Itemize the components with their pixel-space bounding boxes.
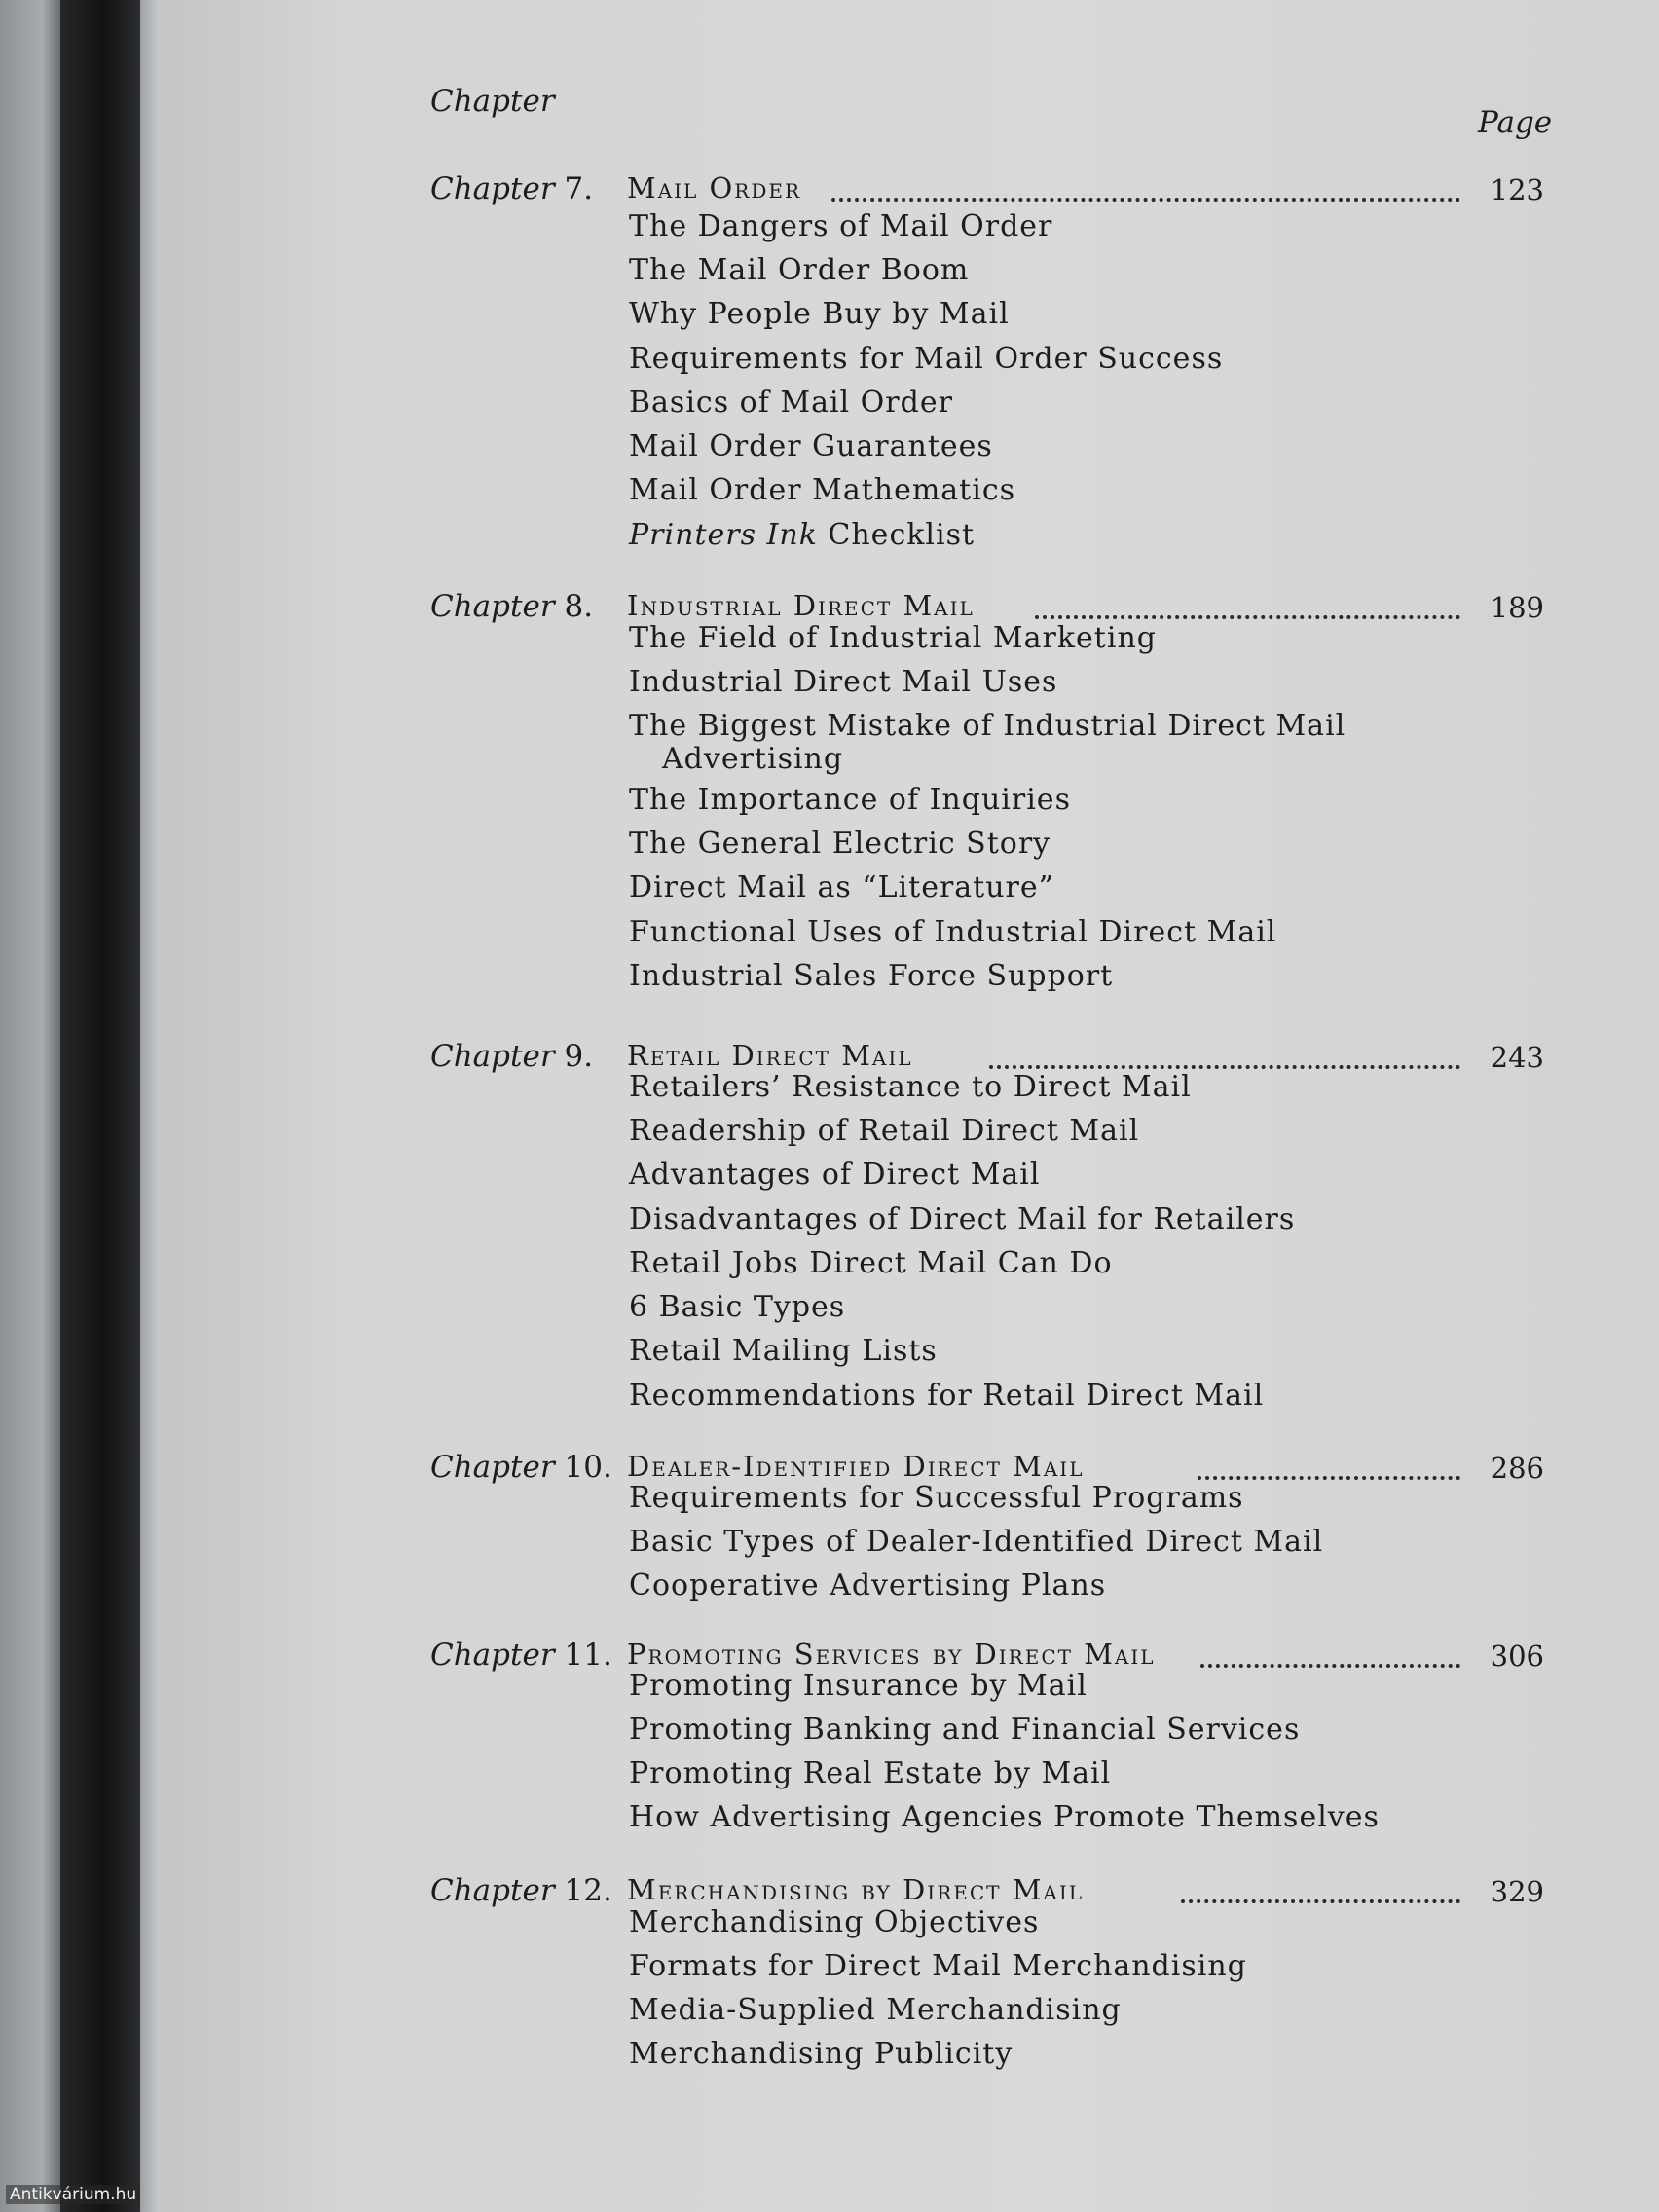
section-text: Why People Buy by Mail bbox=[629, 297, 1010, 331]
section-text: Requirements for Mail Order Success bbox=[629, 342, 1224, 376]
section-text: Advantages of Direct Mail bbox=[629, 1158, 1041, 1192]
section-item bbox=[629, 1482, 1244, 1515]
chapter-page-number: 329 bbox=[1490, 1875, 1544, 1908]
chapter-label bbox=[430, 589, 593, 624]
section-text: Basic Types of Dealer-Identified Direct Mail bbox=[629, 1525, 1324, 1559]
section-text: Recommendations for Retail Direct Mail bbox=[629, 1379, 1265, 1413]
chapter-label bbox=[430, 1873, 612, 1908]
section-item bbox=[629, 1670, 1088, 1703]
section-text: Industrial Direct Mail Uses bbox=[629, 665, 1058, 699]
section-text: Readership of Retail Direct Mail bbox=[629, 1114, 1140, 1148]
section-item bbox=[629, 1115, 1139, 1148]
chapter-title: Retail Direct Mail bbox=[627, 1039, 913, 1072]
section-item bbox=[629, 1801, 1380, 1834]
book-spine bbox=[60, 0, 140, 2212]
chapter-number: 10. bbox=[564, 1450, 612, 1485]
dot-leader bbox=[831, 198, 1460, 202]
section-text-continued: Advertising bbox=[662, 742, 844, 776]
chapter-number: 8. bbox=[564, 589, 594, 624]
section-item bbox=[629, 622, 1157, 655]
chapter-page-number: 306 bbox=[1490, 1640, 1544, 1673]
section-italic-text: Printers Ink bbox=[629, 518, 818, 552]
section-item bbox=[629, 666, 1057, 699]
section-text: Industrial Sales Force Support bbox=[629, 959, 1114, 993]
section-text: Merchandising Objectives bbox=[629, 1905, 1040, 1939]
section-text: Basics of Mail Order bbox=[629, 386, 953, 420]
section-item bbox=[629, 1757, 1111, 1790]
section-item bbox=[629, 828, 1051, 861]
section-item bbox=[629, 1291, 845, 1324]
section-text: Merchandising Publicity bbox=[629, 2037, 1014, 2071]
section-text: The Field of Industrial Marketing bbox=[629, 621, 1157, 655]
section-text: The General Electric Story bbox=[629, 827, 1051, 861]
section-item bbox=[629, 1950, 1247, 1983]
chapter-number: 7. bbox=[564, 171, 594, 206]
section-item bbox=[629, 474, 1015, 507]
background-surface bbox=[0, 0, 60, 2212]
section-text: Mail Order Guarantees bbox=[629, 429, 993, 463]
section-text: Retail Jobs Direct Mail Can Do bbox=[629, 1246, 1113, 1280]
dot-leader bbox=[1181, 1899, 1460, 1903]
section-text: Functional Uses of Industrial Direct Mail bbox=[629, 915, 1277, 949]
dot-leader bbox=[989, 1065, 1460, 1069]
chapter-word: Chapter bbox=[430, 171, 555, 206]
chapter-page-number: 243 bbox=[1490, 1041, 1544, 1074]
section-text: Media-Supplied Merchandising bbox=[629, 1993, 1122, 2027]
section-item bbox=[629, 1159, 1041, 1192]
section-text: Mail Order Mathematics bbox=[629, 473, 1016, 507]
chapter-number: 12. bbox=[564, 1873, 612, 1908]
section-text: 6 Basic Types bbox=[629, 1290, 846, 1324]
chapter-column-header: Chapter bbox=[430, 84, 555, 119]
page-column-header: Page bbox=[1478, 105, 1553, 140]
chapter-title: Promoting Services by Direct Mail bbox=[627, 1638, 1156, 1671]
chapter-title: Mail Order bbox=[627, 171, 802, 204]
section-item bbox=[629, 1247, 1113, 1280]
section-item bbox=[629, 1380, 1264, 1413]
section-text: The Biggest Mistake of Industrial Direct Mail bbox=[629, 709, 1346, 743]
section-item bbox=[629, 1335, 938, 1368]
section-item bbox=[629, 1714, 1300, 1747]
dot-leader bbox=[1198, 1476, 1460, 1480]
section-item bbox=[629, 1994, 1122, 2027]
chapter-title: Dealer-Identified Direct Mail bbox=[627, 1450, 1085, 1483]
section-text: Requirements for Successful Programs bbox=[629, 1481, 1244, 1515]
chapter-label bbox=[430, 1039, 593, 1074]
chapter-number: 9. bbox=[564, 1039, 594, 1074]
section-item bbox=[629, 387, 953, 420]
section-item bbox=[629, 1203, 1295, 1236]
chapter-word: Chapter bbox=[430, 589, 555, 624]
section-item bbox=[629, 430, 993, 463]
chapter-title: Merchandising by Direct Mail bbox=[627, 1873, 1085, 1906]
chapter-label bbox=[430, 171, 593, 206]
section-item bbox=[629, 343, 1223, 376]
chapter-word: Chapter bbox=[430, 1450, 555, 1485]
chapter-page-number: 286 bbox=[1490, 1452, 1544, 1485]
section-text: How Advertising Agencies Promote Themselves bbox=[629, 1800, 1380, 1834]
dot-leader bbox=[1035, 615, 1460, 619]
chapter-number: 11. bbox=[564, 1638, 612, 1673]
section-item bbox=[629, 1071, 1192, 1104]
page-edge bbox=[140, 0, 160, 2212]
section-text: Retail Mailing Lists bbox=[629, 1334, 938, 1368]
section-text: Formats for Direct Mail Merchandising bbox=[629, 1949, 1247, 1983]
section-item bbox=[629, 2038, 1013, 2071]
section-item bbox=[629, 1906, 1039, 1939]
watermark: Antikvárium.hu bbox=[6, 2185, 140, 2204]
section-item bbox=[629, 1569, 1106, 1603]
section-item bbox=[629, 519, 975, 552]
chapter-word: Chapter bbox=[430, 1873, 555, 1908]
section-text: Promoting Banking and Financial Services bbox=[629, 1713, 1301, 1747]
chapter-word: Chapter bbox=[430, 1638, 555, 1673]
chapter-page-number: 123 bbox=[1490, 173, 1544, 206]
section-item bbox=[629, 916, 1276, 949]
section-item bbox=[629, 710, 1346, 776]
section-text: The Dangers of Mail Order bbox=[629, 209, 1053, 243]
section-item bbox=[629, 871, 1054, 904]
section-text: Disadvantages of Direct Mail for Retailers bbox=[629, 1202, 1296, 1236]
section-item bbox=[629, 1526, 1323, 1559]
section-text: Direct Mail as “Literature” bbox=[629, 870, 1054, 904]
chapter-label bbox=[430, 1638, 612, 1673]
section-text: Promoting Real Estate by Mail bbox=[629, 1756, 1112, 1790]
chapter-title: Industrial Direct Mail bbox=[627, 589, 975, 622]
section-item bbox=[629, 210, 1052, 243]
chapter-label bbox=[430, 1450, 612, 1485]
section-text: Retailers’ Resistance to Direct Mail bbox=[629, 1070, 1192, 1104]
section-item bbox=[629, 960, 1113, 993]
section-item bbox=[629, 298, 1010, 331]
chapter-page-number: 189 bbox=[1490, 591, 1544, 624]
section-item bbox=[629, 784, 1071, 817]
section-text: The Mail Order Boom bbox=[629, 253, 970, 287]
section-text: The Importance of Inquiries bbox=[629, 783, 1071, 817]
chapter-word: Chapter bbox=[430, 1039, 555, 1074]
section-text: Cooperative Advertising Plans bbox=[629, 1568, 1107, 1603]
section-item bbox=[629, 254, 969, 287]
section-text: Checklist bbox=[817, 518, 976, 552]
section-text: Promoting Insurance by Mail bbox=[629, 1669, 1088, 1703]
dot-leader bbox=[1200, 1664, 1460, 1668]
